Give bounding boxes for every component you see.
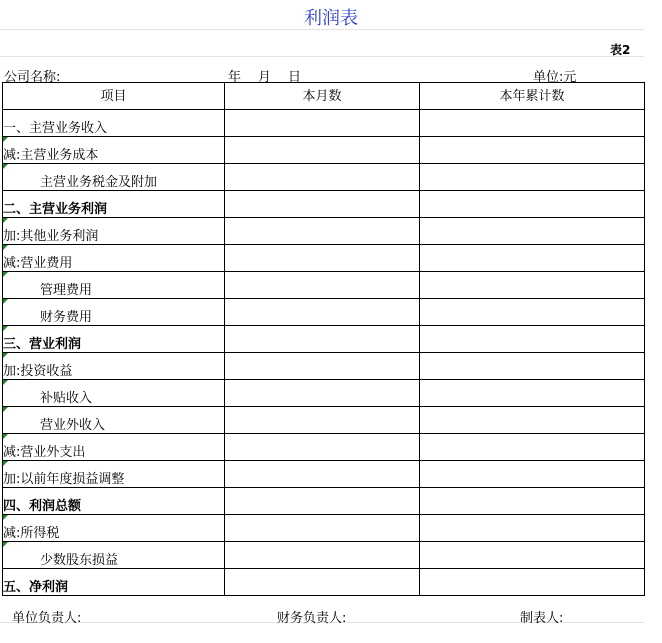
row-item-text: 营业外收入 bbox=[40, 418, 106, 433]
cell-marker-icon bbox=[3, 272, 8, 277]
current-month-cell[interactable] bbox=[225, 299, 420, 326]
table-row bbox=[3, 353, 645, 380]
year-to-date-cell[interactable] bbox=[420, 569, 645, 596]
row-item-label[interactable] bbox=[3, 164, 225, 191]
current-month-cell[interactable] bbox=[225, 407, 420, 434]
year-to-date-cell[interactable] bbox=[420, 299, 645, 326]
current-month-cell[interactable] bbox=[225, 488, 420, 515]
row-item-label[interactable] bbox=[3, 407, 225, 434]
year-to-date-cell[interactable] bbox=[420, 542, 645, 569]
row-item-text: 减:营业外支出 bbox=[3, 445, 86, 460]
table-row bbox=[3, 137, 645, 164]
table-row bbox=[3, 299, 645, 326]
row-item-text: 加:其他业务利润 bbox=[3, 229, 99, 244]
row-item-label[interactable] bbox=[3, 110, 225, 137]
sheet-gridline bbox=[0, 56, 644, 57]
report-title: 利润表 bbox=[304, 8, 358, 29]
year-to-date-cell[interactable] bbox=[420, 434, 645, 461]
row-item-label[interactable] bbox=[3, 245, 225, 272]
header-year-to-date: 本年累计数 bbox=[420, 83, 645, 110]
income-statement-table bbox=[2, 82, 645, 596]
row-item-text: 二、主营业务利润 bbox=[3, 202, 108, 217]
unit-label: 单位:元 bbox=[533, 70, 577, 85]
current-month-cell[interactable] bbox=[225, 434, 420, 461]
current-month-cell[interactable] bbox=[225, 245, 420, 272]
row-item-label[interactable] bbox=[3, 434, 225, 461]
current-month-cell[interactable] bbox=[225, 191, 420, 218]
row-item-text: 财务费用 bbox=[40, 310, 93, 325]
row-item-label[interactable] bbox=[3, 272, 225, 299]
row-item-text: 管理费用 bbox=[40, 283, 93, 298]
table-row bbox=[3, 542, 645, 569]
year-to-date-cell[interactable] bbox=[420, 245, 645, 272]
table-row bbox=[3, 569, 645, 596]
table-row bbox=[3, 488, 645, 515]
table-row bbox=[3, 407, 645, 434]
year-to-date-cell[interactable] bbox=[420, 461, 645, 488]
current-month-cell[interactable] bbox=[225, 218, 420, 245]
cell-marker-icon bbox=[3, 542, 8, 547]
cell-marker-icon bbox=[3, 245, 8, 250]
row-item-label[interactable] bbox=[3, 191, 225, 218]
year-to-date-cell[interactable] bbox=[420, 272, 645, 299]
current-month-cell[interactable] bbox=[225, 569, 420, 596]
cell-marker-icon bbox=[3, 353, 8, 358]
current-month-cell[interactable] bbox=[225, 542, 420, 569]
year-to-date-cell[interactable] bbox=[420, 353, 645, 380]
cell-marker-icon bbox=[3, 434, 8, 439]
current-month-cell[interactable] bbox=[225, 353, 420, 380]
year-to-date-cell[interactable] bbox=[420, 137, 645, 164]
row-item-text: 补贴收入 bbox=[40, 391, 93, 406]
table-row bbox=[3, 110, 645, 137]
cell-marker-icon bbox=[3, 218, 8, 223]
row-item-label[interactable] bbox=[3, 218, 225, 245]
current-month-cell[interactable] bbox=[225, 380, 420, 407]
row-item-text: 加:以前年度损益调整 bbox=[3, 472, 125, 487]
finance-head-label: 财务负责人: bbox=[277, 611, 347, 626]
year-to-date-cell[interactable] bbox=[420, 191, 645, 218]
cell-marker-icon bbox=[3, 380, 8, 385]
current-month-cell[interactable] bbox=[225, 164, 420, 191]
row-item-label[interactable] bbox=[3, 542, 225, 569]
table-row bbox=[3, 245, 645, 272]
table-row bbox=[3, 380, 645, 407]
current-month-cell[interactable] bbox=[225, 326, 420, 353]
table-row bbox=[3, 515, 645, 542]
row-item-text: 加:投资收益 bbox=[3, 364, 73, 379]
row-item-label[interactable] bbox=[3, 299, 225, 326]
table-row bbox=[3, 461, 645, 488]
current-month-cell[interactable] bbox=[225, 461, 420, 488]
year-to-date-cell[interactable] bbox=[420, 515, 645, 542]
unit-head-label: 单位负责人: bbox=[12, 611, 82, 626]
row-item-label[interactable] bbox=[3, 380, 225, 407]
table-row bbox=[3, 164, 645, 191]
date-year-label: 年 bbox=[228, 70, 242, 85]
row-item-label[interactable] bbox=[3, 137, 225, 164]
date-month-label: 月 bbox=[258, 70, 272, 85]
current-month-cell[interactable] bbox=[225, 515, 420, 542]
header-item: 项目 bbox=[3, 83, 225, 110]
table-row bbox=[3, 191, 645, 218]
year-to-date-cell[interactable] bbox=[420, 380, 645, 407]
table-header-row bbox=[3, 83, 645, 110]
year-to-date-cell[interactable] bbox=[420, 164, 645, 191]
row-item-text: 减:主营业务成本 bbox=[3, 148, 99, 163]
row-item-label[interactable] bbox=[3, 515, 225, 542]
year-to-date-cell[interactable] bbox=[420, 326, 645, 353]
year-to-date-cell[interactable] bbox=[420, 488, 645, 515]
cell-marker-icon bbox=[3, 164, 8, 169]
cell-marker-icon bbox=[3, 515, 8, 520]
row-item-text: 主营业务税金及附加 bbox=[40, 175, 158, 190]
row-item-label[interactable] bbox=[3, 353, 225, 380]
table-code: 表2 bbox=[610, 43, 631, 57]
cell-marker-icon bbox=[3, 137, 8, 142]
row-item-text: 三、营业利润 bbox=[3, 337, 82, 352]
header-current-month: 本月数 bbox=[225, 83, 420, 110]
current-month-cell[interactable] bbox=[225, 272, 420, 299]
cell-marker-icon bbox=[3, 299, 8, 304]
row-item-text: 少数股东损益 bbox=[40, 553, 119, 568]
current-month-cell[interactable] bbox=[225, 110, 420, 137]
year-to-date-cell[interactable] bbox=[420, 218, 645, 245]
row-item-label[interactable] bbox=[3, 461, 225, 488]
row-item-text: 四、利润总额 bbox=[3, 499, 82, 514]
row-item-text: 减:营业费用 bbox=[3, 256, 73, 271]
table-row bbox=[3, 326, 645, 353]
row-item-label[interactable] bbox=[3, 569, 225, 596]
row-item-text: 减:所得税 bbox=[3, 526, 60, 541]
year-to-date-cell[interactable] bbox=[420, 407, 645, 434]
row-item-text: 一、主营业务收入 bbox=[3, 121, 108, 136]
cell-marker-icon bbox=[3, 326, 8, 331]
table-row bbox=[3, 434, 645, 461]
cell-marker-icon bbox=[3, 407, 8, 412]
company-name-label: 公司名称: bbox=[4, 70, 61, 85]
row-item-label[interactable] bbox=[3, 488, 225, 515]
preparer-label: 制表人: bbox=[520, 611, 564, 626]
row-item-text: 五、净利润 bbox=[3, 580, 69, 595]
current-month-cell[interactable] bbox=[225, 137, 420, 164]
year-to-date-cell[interactable] bbox=[420, 110, 645, 137]
cell-marker-icon bbox=[3, 461, 8, 466]
row-item-label[interactable] bbox=[3, 326, 225, 353]
date-day-label: 日 bbox=[288, 70, 302, 85]
table-row bbox=[3, 272, 645, 299]
table-row bbox=[3, 218, 645, 245]
